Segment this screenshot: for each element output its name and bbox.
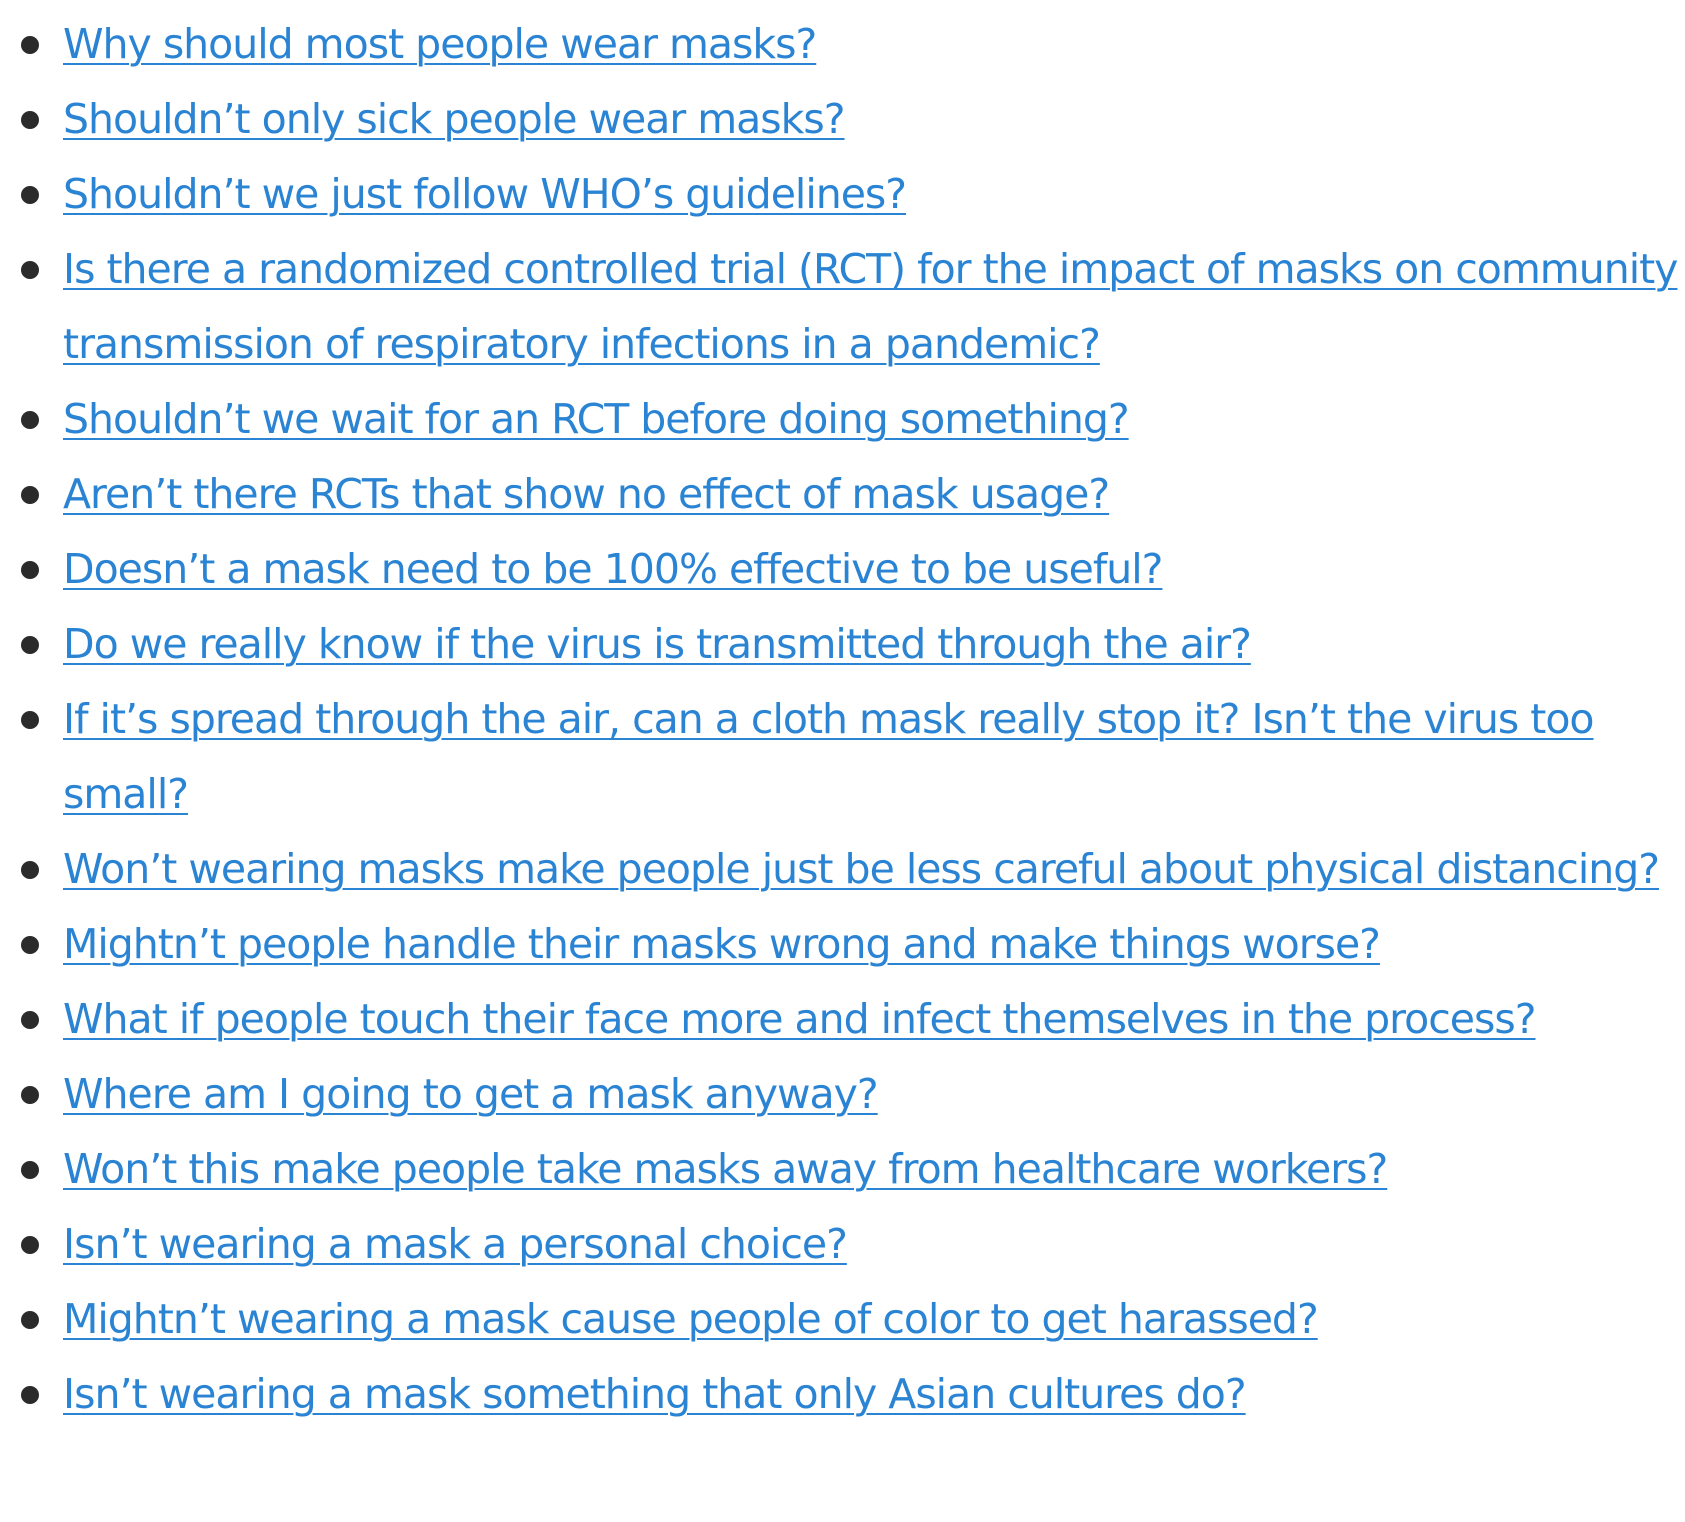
faq-link-rct-exists[interactable]: Is there a randomized controlled trial (RCT) for the impact of masks on community transmission of respiratory infections in a pandemic? <box>63 245 1678 368</box>
bullet-icon <box>21 411 39 429</box>
faq-item-who-guidelines <box>0 157 1685 232</box>
faq-link-only-sick[interactable]: Shouldn’t only sick people wear masks? <box>63 95 845 143</box>
faq-item-wait-for-rct <box>0 382 1685 457</box>
faq-link-handle-wrong[interactable]: Mightn’t people handle their masks wrong and make things worse? <box>63 920 1380 968</box>
faq-item-100-percent <box>0 532 1685 607</box>
faq-item-rct-exists <box>0 232 1685 382</box>
faq-link-cloth-mask[interactable]: If it’s spread through the air, can a cloth mask really stop it? Isn’t the virus too small? <box>63 695 1594 818</box>
faq-link-healthcare-workers[interactable]: Won’t this make people take masks away from healthcare workers? <box>63 1145 1388 1193</box>
faq-link-personal-choice[interactable]: Isn’t wearing a mask a personal choice? <box>63 1220 847 1268</box>
faq-item-why-wear-masks <box>0 7 1685 82</box>
faq-link-who-guidelines[interactable]: Shouldn’t we just follow WHO’s guidelines? <box>63 170 907 218</box>
faq-link-airborne[interactable]: Do we really know if the virus is transmitted through the air? <box>63 620 1251 668</box>
faq-item-touch-face <box>0 982 1685 1057</box>
bullet-icon <box>21 1011 39 1029</box>
faq-link-touch-face[interactable]: What if people touch their face more and infect themselves in the process? <box>63 995 1536 1043</box>
bullet-icon <box>21 1311 39 1329</box>
faq-link-wait-for-rct[interactable]: Shouldn’t we wait for an RCT before doing something? <box>63 395 1129 443</box>
faq-item-rcts-no-effect <box>0 457 1685 532</box>
bullet-icon <box>21 486 39 504</box>
bullet-icon <box>21 636 39 654</box>
faq-list <box>0 7 1685 1432</box>
faq-link-100-percent[interactable]: Doesn’t a mask need to be 100% effective to be useful? <box>63 545 1163 593</box>
bullet-icon <box>21 561 39 579</box>
faq-item-harassment <box>0 1282 1685 1357</box>
bullet-icon <box>21 711 39 729</box>
faq-item-personal-choice <box>0 1207 1685 1282</box>
bullet-icon <box>21 1236 39 1254</box>
faq-item-only-sick <box>0 82 1685 157</box>
faq-item-get-mask <box>0 1057 1685 1132</box>
faq-item-asian-cultures <box>0 1357 1685 1432</box>
faq-link-get-mask[interactable]: Where am I going to get a mask anyway? <box>63 1070 878 1118</box>
faq-link-harassment[interactable]: Mightn’t wearing a mask cause people of color to get harassed? <box>63 1295 1318 1343</box>
faq-item-cloth-mask <box>0 682 1685 832</box>
faq-link-less-careful[interactable]: Won’t wearing masks make people just be less careful about physical distancing? <box>63 845 1659 893</box>
bullet-icon <box>21 36 39 54</box>
bullet-icon <box>21 1386 39 1404</box>
faq-link-why-wear-masks[interactable]: Why should most people wear masks? <box>63 20 817 68</box>
faq-item-less-careful <box>0 832 1685 907</box>
bullet-icon <box>21 936 39 954</box>
faq-link-rcts-no-effect[interactable]: Aren’t there RCTs that show no effect of mask usage? <box>63 470 1110 518</box>
faq-item-airborne <box>0 607 1685 682</box>
bullet-icon <box>21 186 39 204</box>
faq-link-asian-cultures[interactable]: Isn’t wearing a mask something that only Asian cultures do? <box>63 1370 1246 1418</box>
bullet-icon <box>21 111 39 129</box>
bullet-icon <box>21 861 39 879</box>
bullet-icon <box>21 261 39 279</box>
faq-item-healthcare-workers <box>0 1132 1685 1207</box>
bullet-icon <box>21 1161 39 1179</box>
faq-item-handle-wrong <box>0 907 1685 982</box>
bullet-icon <box>21 1086 39 1104</box>
